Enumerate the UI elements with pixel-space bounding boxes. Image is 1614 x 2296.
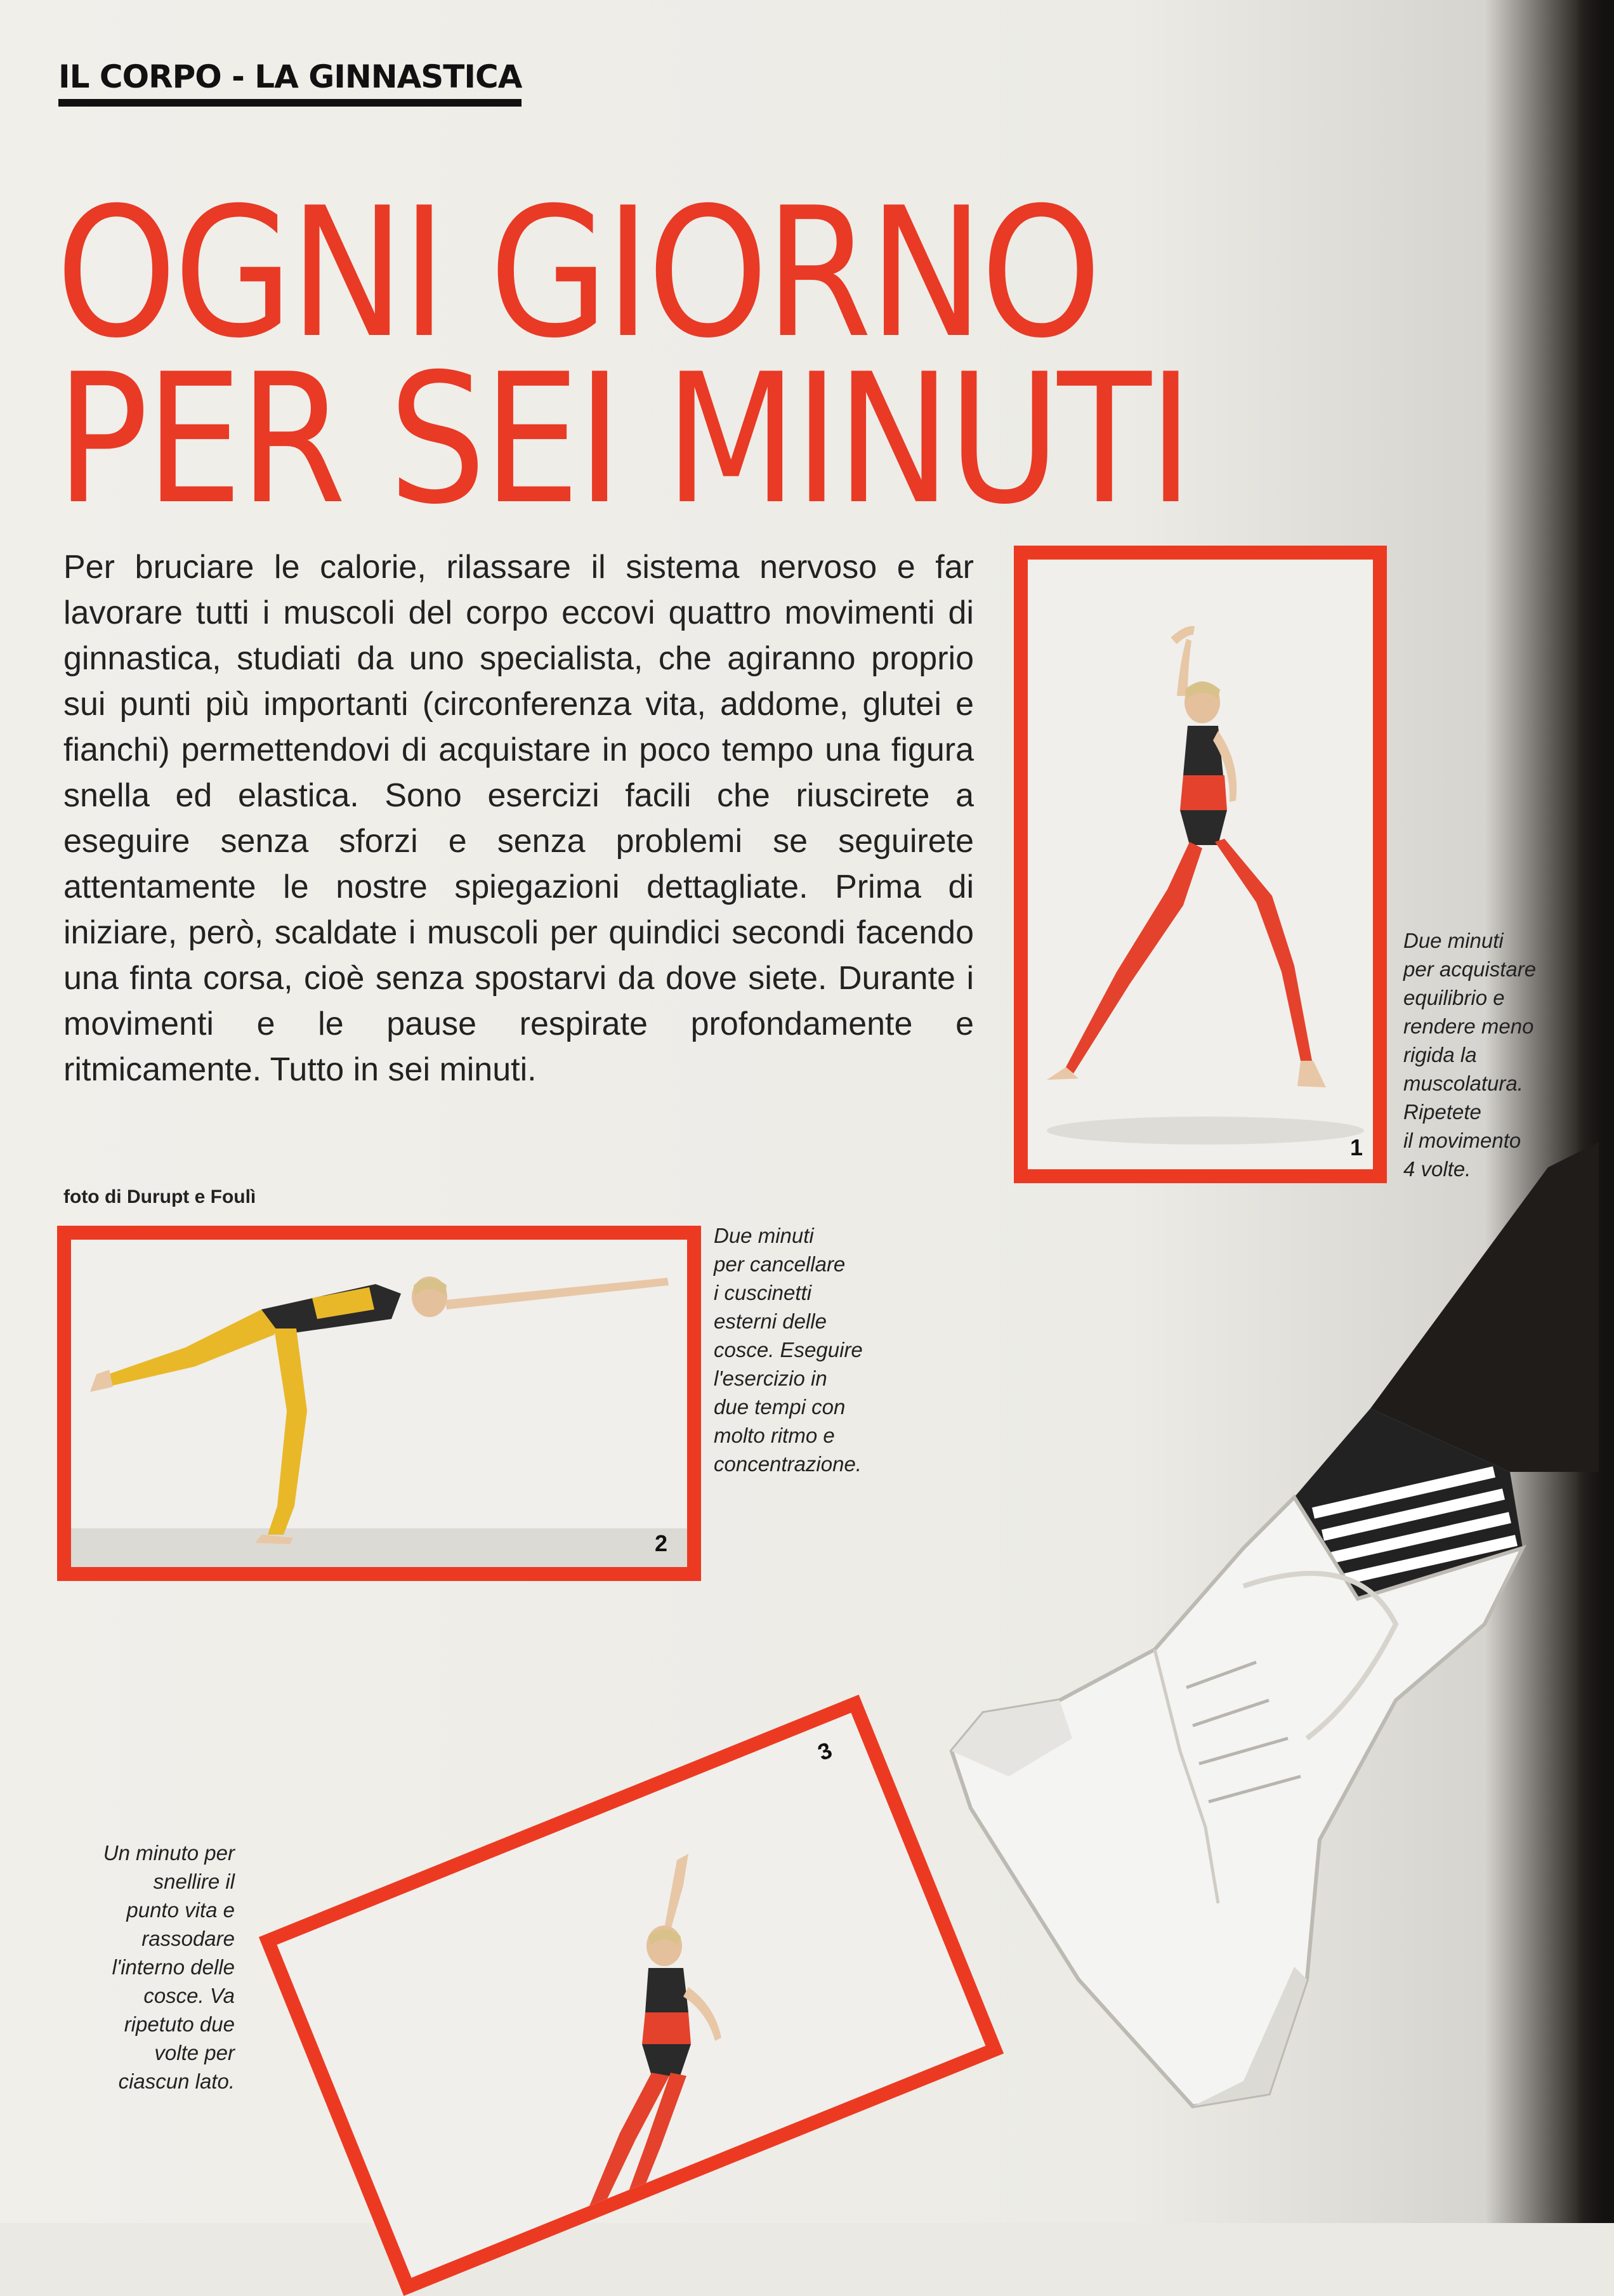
caption-1-line: equilibrio e xyxy=(1403,986,1505,1009)
caption-1-line: muscolatura. xyxy=(1403,1072,1523,1095)
caption-3-line: l'interno delle xyxy=(112,1955,235,1979)
caption-photo-2 xyxy=(714,1221,863,1478)
balance-figure-illustration xyxy=(71,1240,687,1567)
headline-line-2: PER SEI MINUTI xyxy=(56,335,1190,544)
caption-1-line: rigida la xyxy=(1403,1043,1477,1066)
caption-2-line: esterni delle xyxy=(714,1309,827,1333)
caption-1-line: rendere meno xyxy=(1403,1014,1534,1038)
caption-3-line: rassodare xyxy=(141,1927,235,1950)
caption-3-line: punto vita e xyxy=(126,1898,235,1922)
photo-credit: foto di Durupt e Foulì xyxy=(63,1186,256,1207)
intro-paragraph: Per bruciare le calorie, rilassare il sistema nervoso e far lavorare tutti i muscoli del corpo eccovi quattro movimenti di ginnastica, studiati da uno specialista, che agiranno proprio sui punti più importanti (circonferenza vita, addome, glutei e fianchi) permettendovi di acquistare in poco tempo una figura snella ed elastica. Sono esercizi facili che riuscirete a eseguire senza sforzi e senza problemi se seguirete attentamente le nostre spiegazioni dettagliate. Prima di iniziare, però, scaldate i muscoli per quindici secondi facendo una finta corsa, cioè senza spostarvi da dove siete. Durante i movimenti e le pause respirate profondamente e ritmicamente. Tutto in sei minuti. xyxy=(63,549,974,1088)
caption-2-line: i cuscinetti xyxy=(714,1281,812,1304)
caption-2-line: concentrazione. xyxy=(714,1452,862,1476)
caption-1-line: Due minuti xyxy=(1403,929,1504,952)
caption-3-line: volte per xyxy=(154,2041,235,2064)
caption-2-line: per cancellare xyxy=(714,1252,846,1276)
caption-1-line: per acquistare xyxy=(1403,957,1537,981)
caption-2-line: molto ritmo e xyxy=(714,1424,835,1447)
sneaker-foot-illustration xyxy=(914,1142,1599,2132)
caption-1-line: 4 volte. xyxy=(1403,1157,1471,1181)
photo-number-3: 3 xyxy=(814,1736,836,1766)
headline xyxy=(56,169,1190,544)
caption-2-line: due tempi con xyxy=(714,1395,846,1419)
caption-2-line: Due minuti xyxy=(714,1224,814,1247)
caption-photo-3 xyxy=(44,1839,235,2096)
photo-number-1: 1 xyxy=(1350,1134,1363,1160)
lunge-figure-illustration xyxy=(1028,560,1373,1169)
caption-1-line: il movimento xyxy=(1403,1129,1521,1152)
exercise-photo-1 xyxy=(1014,546,1387,1183)
section-label: IL CORPO - LA GINNASTICA xyxy=(58,58,522,107)
caption-3-line: cosce. Va xyxy=(143,1984,235,2007)
caption-3-line: ciascun lato. xyxy=(118,2070,235,2093)
headline-line-1: OGNI GIORNO xyxy=(56,169,1099,377)
caption-3-line: ripetuto due xyxy=(124,2012,235,2036)
caption-3-line: Un minuto per xyxy=(103,1841,235,1865)
exercise-photo-2 xyxy=(57,1226,701,1581)
caption-3-line: snellire il xyxy=(153,1870,235,1893)
caption-1-line: Ripetete xyxy=(1403,1100,1481,1124)
photo-number-2: 2 xyxy=(655,1530,668,1556)
caption-2-line: cosce. Eseguire xyxy=(714,1338,863,1361)
caption-2-line: l'esercizio in xyxy=(714,1367,827,1390)
